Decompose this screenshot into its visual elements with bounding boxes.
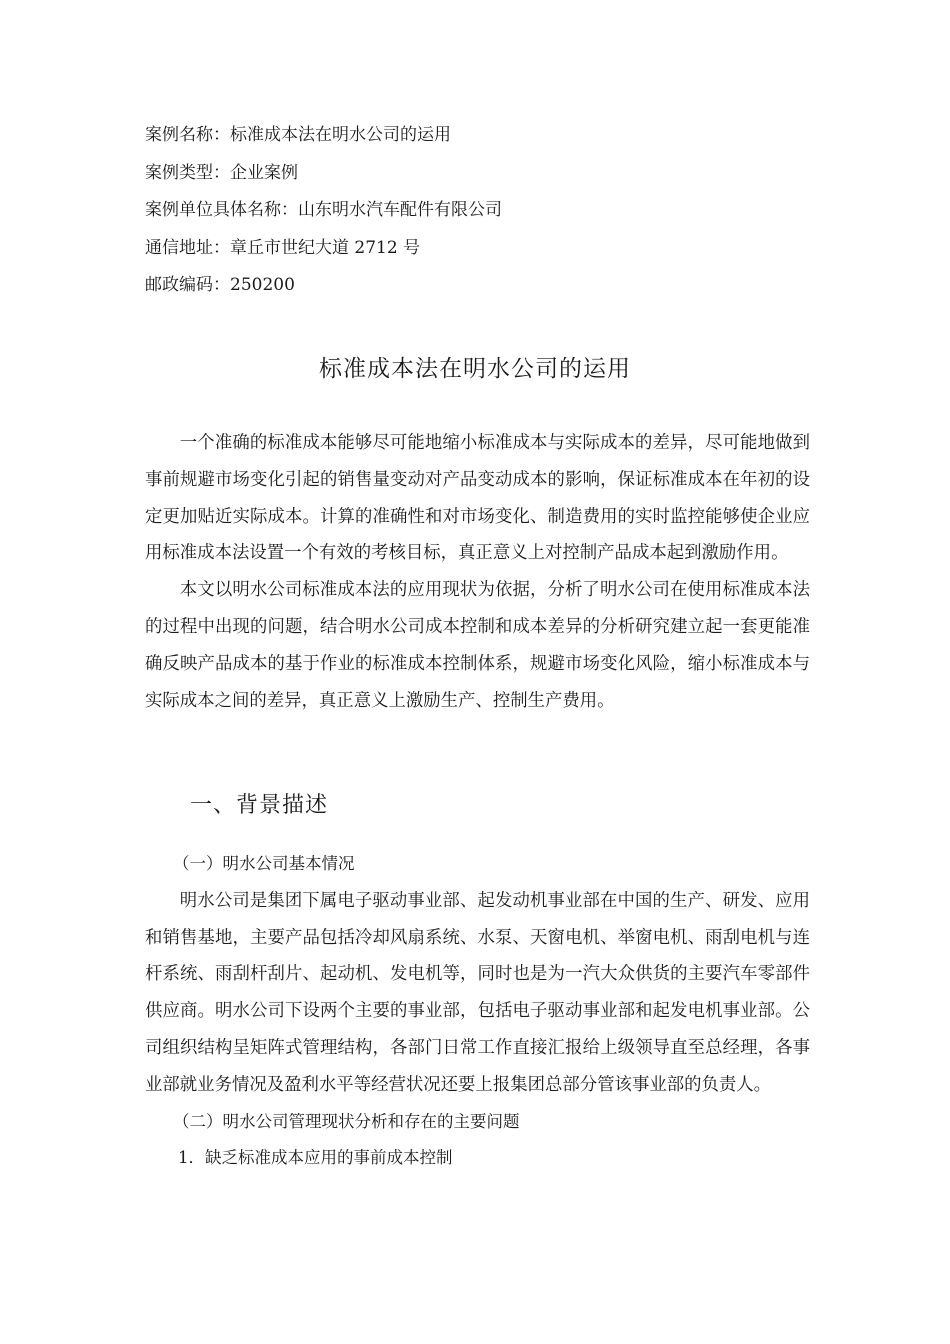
case-name-line: 案例名称：标准成本法在明水公司的运用 [145, 125, 451, 145]
document-title: 标准成本法在明水公司的运用 [319, 356, 631, 382]
case-type-line: 案例类型：企业案例 [145, 162, 298, 183]
subheading-management-analysis: （二）明水公司管理现状分析和存在的主要问题 [173, 1111, 520, 1131]
postal-code-line: 邮政编码：250200 [145, 275, 295, 295]
company-overview-paragraph: 明水公司是集团下属电子驱动事业部、起发动机事业部在中国的生产、研发、应用和销售基地，主要产品包括冷却风扇系统、水泵、天窗电机、举窗电机、雨刮电机与连杆系统、雨刮杆刮片、起动机、发电机等，同时也是为一汽大众供货的主要汽车零部件供应商。明水公司下设两个主要的事业部，包括电子驱动事业部和起发电机事业部。公司组织结构呈矩阵式管理结构，各部门日常工作直接汇报给上级领导直至总经理，各事业部就业务情况及盈利水平等经营状况还要上报集团总部分管该事业部的负责人。 [145, 890, 810, 1095]
case-unit-line: 案例单位具体名称：山东明水汽车配件有限公司 [145, 200, 502, 220]
section-heading-background: 一、背景描述 [190, 793, 329, 818]
intro-paragraph-2: 本文以明水公司标准成本法的应用现状为依据，分析了明水公司在使用标准成本法的过程中出现的问题，结合明水公司成本控制和成本差异的分析研究建立起一套更能准确反映产品成本的基于作业的标准成本控制体系，规避市场变化风险，缩小标准成本与实际成本之间的差异，真正意义上激励生产、控制生产费用。 [145, 580, 810, 711]
subheading-company-overview: （一）明水公司基本情况 [173, 854, 355, 873]
case-info-block [145, 117, 825, 305]
section-body [145, 846, 810, 1177]
intro-block [145, 425, 810, 719]
address-line: 通信地址：章丘市世纪大道 2712 号 [145, 237, 421, 258]
list-item-1: 1．缺乏标准成本应用的事前成本控制 [178, 1148, 453, 1168]
intro-paragraph-1: 一个准确的标准成本能够尽可能地缩小标准成本与实际成本的差异，尽可能地做到事前规避市场变化引起的销售量变动对产品变动成本的影响，保证标准成本在年初的设定更加贴近实际成本。计算的准确性和对市场变化、制造费用的实时监控能够使企业应用标准成本法设置一个有效的考核目标，真正意义上对控制产品成本起到激励作用。 [145, 433, 810, 564]
